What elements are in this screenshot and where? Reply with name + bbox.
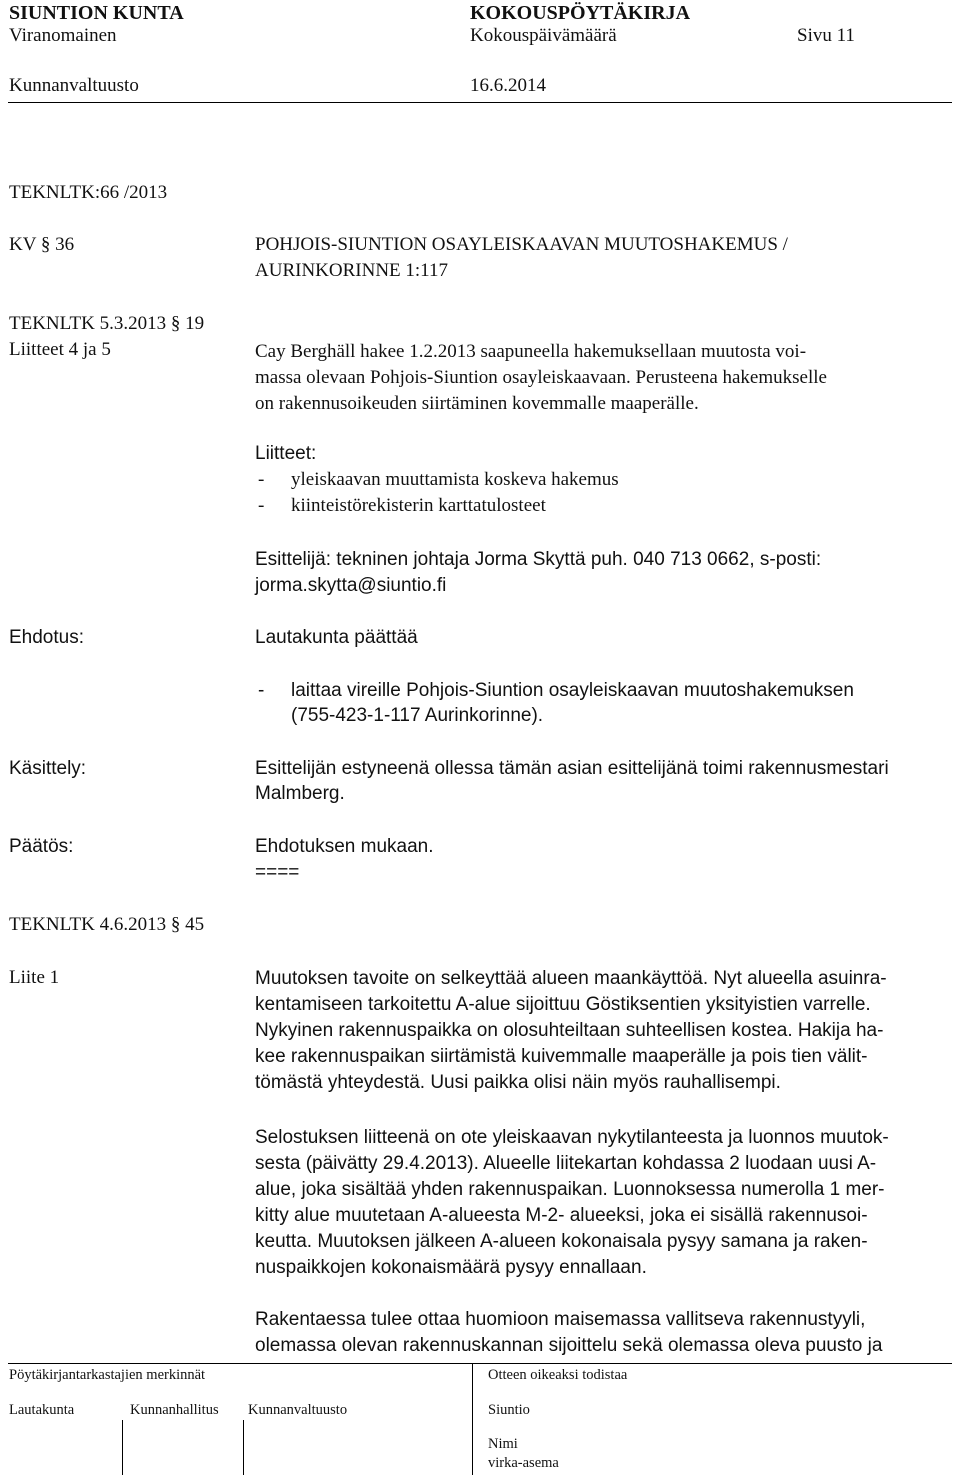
- attachment-item: kiinteistörekisterin karttatulosteet: [291, 495, 546, 516]
- paragraph-line: Rakentaessa tulee ottaa huomioon maisemassa vallitseva rakennustyyli,: [255, 1309, 866, 1330]
- proposal-label: Ehdotus:: [9, 627, 84, 648]
- section1-paragraph: [255, 339, 827, 417]
- footer-column-divider: [122, 1420, 123, 1475]
- paragraph-line: olemassa olevan rakennuskannan sijoittelu sekä olemassa oleva puusto ja: [255, 1335, 883, 1356]
- handling-line2: Malmberg.: [255, 783, 345, 804]
- proposal-item-line2: (755-423-1-117 Aurinkorinne).: [291, 705, 544, 726]
- footer-column-divider: [243, 1420, 244, 1475]
- decision-label: Päätös:: [9, 836, 74, 857]
- authority-label: Viranomainen: [9, 25, 117, 46]
- proposal-item-line1: laittaa vireille Pohjois-Siuntion osayleiskaavan muutoshakemuksen: [291, 680, 854, 701]
- paragraph-line: alue, joka sisältää yhden rakennuspaikan. Luonnoksessa numerolla 1 mer-: [255, 1179, 885, 1200]
- date-label: Kokouspäivämäärä: [470, 25, 617, 46]
- attachment-item: yleiskaavan muuttamista koskeva hakemus: [291, 469, 619, 490]
- authority-name: Kunnanvaltuusto: [9, 75, 139, 96]
- section2-attachment-label: Liite 1: [9, 967, 60, 988]
- footer-name-label: Nimi: [488, 1436, 518, 1452]
- item-title-line1: POHJOIS-SIUNTION OSAYLEISKAAVAN MUUTOSHAKEMUS /: [255, 234, 788, 255]
- meeting-date: 16.6.2014: [470, 75, 546, 96]
- item-title-line2: AURINKORINNE 1:117: [255, 260, 448, 281]
- certified-label: Otteen oikeaksi todistaa: [488, 1367, 628, 1383]
- presenter-line1: Esittelijä: tekninen johtaja Jorma Skyttä puh. 040 713 0662, s-posti:: [255, 549, 822, 570]
- section1-attachment-label: Liitteet 4 ja 5: [9, 339, 111, 360]
- paragraph-line: keutta. Muutoksen jälkeen A-alueen kokonaisala pysyy samana ja raken-: [255, 1231, 868, 1252]
- document-type: KOKOUSPÖYTÄKIRJA: [470, 2, 691, 24]
- section2-paragraph1: [255, 966, 887, 1096]
- paragraph-line: tömästä yhteydestä. Uusi paikka olisi näin myös rauhallisempi.: [255, 1072, 781, 1093]
- paragraph-line: Selostuksen liitteenä on ote yleiskaavan nykytilanteesta ja luonnos muutok-: [255, 1127, 889, 1148]
- page-number: Sivu 11: [797, 25, 855, 46]
- proposal-bullet: -: [258, 680, 265, 701]
- section1-reference: TEKNLTK 5.3.2013 § 19: [9, 313, 205, 334]
- footer-col-lautakunta: Lautakunta: [9, 1402, 75, 1418]
- handling-line1: Esittelijän estyneenä ollessa tämän asian esittelijänä toimi rakennusmestari: [255, 758, 889, 779]
- section2-paragraph3: [255, 1307, 882, 1359]
- footer-center-divider: [472, 1363, 473, 1475]
- paragraph-line: kee rakennuspaikan siirtämistä kuivemmalle maaperälle ja pois tien välit-: [255, 1046, 868, 1067]
- verifiers-label: Pöytäkirjantarkastajien merkinnät: [9, 1367, 206, 1383]
- paragraph-line: Nykyinen rakennuspaikka on olosuhteiltaan suhteellisen kostea. Hakija ha-: [255, 1020, 884, 1041]
- section2-paragraph2: [255, 1125, 889, 1281]
- attachment-bullet: -: [258, 495, 265, 516]
- proposal-text: Lautakunta päättää: [255, 627, 418, 648]
- paragraph-line: Muutoksen tavoite on selkeyttää alueen maankäyttöä. Nyt alueella asuinra-: [255, 968, 887, 989]
- decision-text: Ehdotuksen mukaan.: [255, 836, 434, 857]
- item-number: KV § 36: [9, 234, 75, 255]
- paragraph-line: kentamiseen tarkoitettu A-alue sijoittuu Göstiksentien yksityistien varrelle.: [255, 994, 871, 1015]
- footer-top-border: [8, 1363, 952, 1364]
- footer-col-kunnanhallitus: Kunnanhallitus: [130, 1402, 219, 1418]
- paragraph-line: massa olevaan Pohjois-Siuntion osayleiskaavaan. Perusteena hakemukselle: [255, 367, 827, 388]
- section2-reference: TEKNLTK 4.6.2013 § 45: [9, 914, 205, 935]
- footer-col-kunnanvaltuusto: Kunnanvaltuusto: [248, 1402, 348, 1418]
- decision-separator: ====: [255, 862, 300, 883]
- municipality-name: SIUNTION KUNTA: [9, 2, 184, 24]
- attachment-bullet: -: [258, 469, 265, 490]
- footer-place: Siuntio: [488, 1402, 530, 1418]
- reference-top: TEKNLTK:66 /2013: [9, 182, 168, 203]
- attachments-title: Liitteet:: [255, 443, 317, 464]
- paragraph-line: Cay Berghäll hakee 1.2.2013 saapuneella hakemuksellaan muutosta voi-: [255, 341, 807, 362]
- footer-title-label: virka-asema: [488, 1455, 559, 1471]
- paragraph-line: on rakennusoikeuden siirtäminen kovemmalle maaperälle.: [255, 393, 699, 414]
- paragraph-line: sesta (päivätty 29.4.2013). Alueelle liitekartan kohdassa 2 luodaan uusi A-: [255, 1153, 877, 1174]
- presenter-line2: jorma.skytta@siuntio.fi: [255, 575, 447, 596]
- handling-label: Käsittely:: [9, 758, 87, 779]
- paragraph-line: nuspaikkojen kokonaismäärä pysyy ennallaan.: [255, 1257, 647, 1278]
- header-divider: [8, 102, 952, 103]
- paragraph-line: kitty alue muutetaan A-alueesta M-2- alueeksi, joka ei sisällä rakennusoi-: [255, 1205, 868, 1226]
